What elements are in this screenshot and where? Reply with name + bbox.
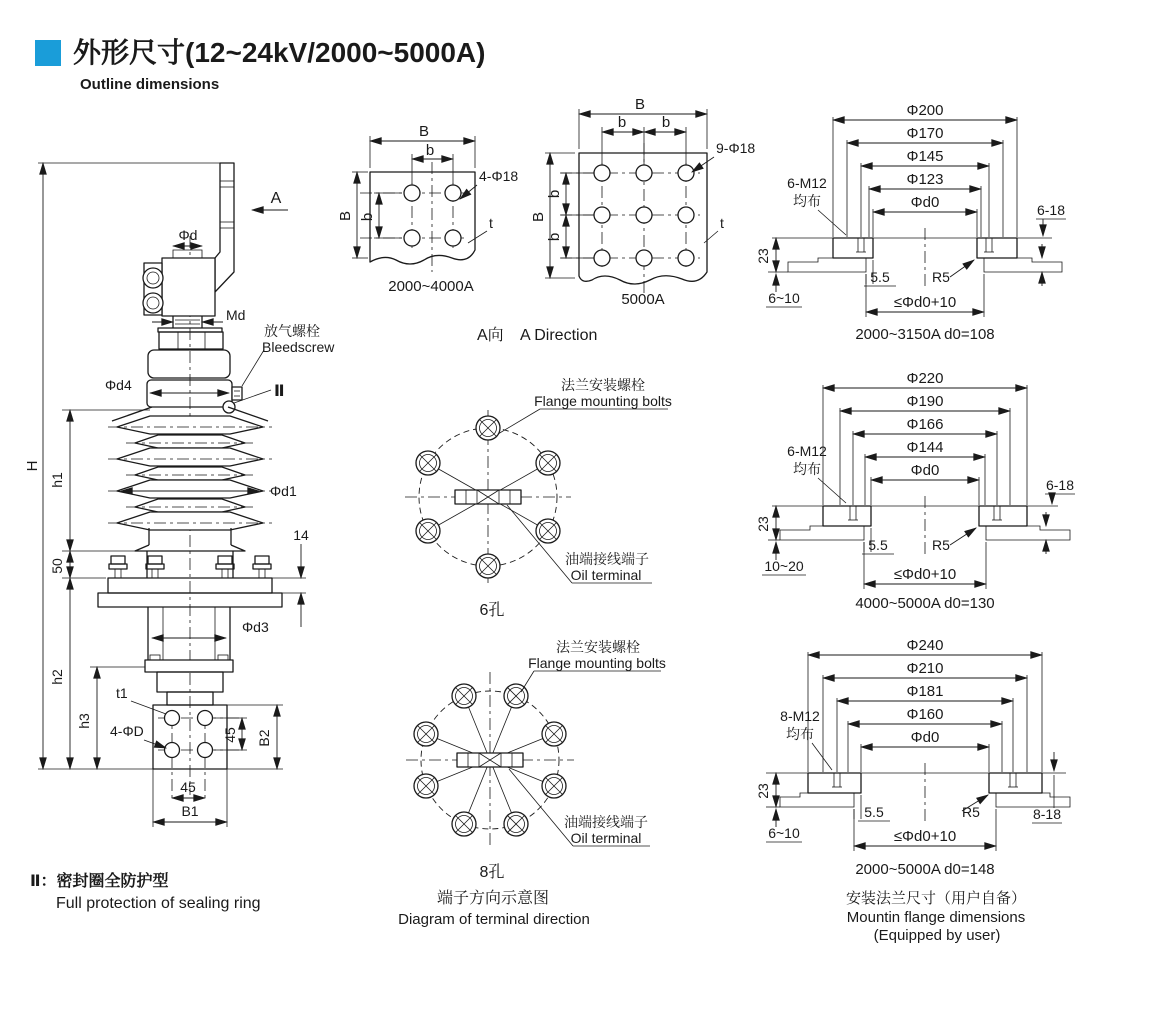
- bolt-spec-line1: 6-M12: [787, 175, 827, 191]
- flange-bolts-label-zh: 法兰安装螺栓: [561, 377, 645, 393]
- dim-t1: t1: [116, 685, 128, 701]
- view-arrow-label-A: A: [270, 190, 282, 207]
- head-collar: [147, 380, 232, 407]
- dim-phi220: Φ220: [906, 370, 944, 387]
- dim-phi-d3: Φd3: [242, 619, 269, 635]
- dim-B-top: B: [634, 96, 646, 113]
- flange-section-2000-5000A: [755, 637, 1070, 878]
- dim-B-left: B: [530, 211, 547, 223]
- dim-B1: B1: [181, 803, 199, 819]
- seal-note-zh: Ⅱ：密封圈全防护型: [30, 873, 169, 890]
- dim-B-left: B: [337, 210, 354, 222]
- dim-phi123: Φ123: [906, 171, 944, 188]
- caption-terminal-en: Diagram of terminal direction: [398, 911, 590, 928]
- dim-B2: B2: [256, 729, 272, 747]
- thickness-t: t: [720, 215, 724, 231]
- dim-b-left-inner-2: b: [546, 232, 563, 242]
- caption-mounting-flange-en2: (Equipped by user): [873, 927, 1001, 944]
- caption-mounting-flange-zh: 安装法兰尺寸（用户自备）: [845, 890, 1027, 907]
- bolt-spec-line1: 8-M12: [780, 708, 820, 724]
- terminal-direction-6-holes: [405, 377, 672, 619]
- dim-max-hole: ≤Φd0+10: [893, 828, 957, 845]
- dim-phi144: Φ144: [906, 439, 944, 456]
- oil-terminal-label-zh: 油端接线端子: [564, 814, 648, 830]
- oil-terminal-label-en: Oil terminal: [570, 830, 642, 846]
- bolt-spec-line1: 6-M12: [787, 443, 827, 459]
- dim-phi190: Φ190: [906, 393, 944, 410]
- caption-flange-2: 4000~5000A d0=130: [855, 595, 995, 612]
- head-cylinder: [148, 350, 230, 378]
- header: [35, 37, 485, 93]
- bolt-spec-line2: 均布: [786, 726, 814, 742]
- oil-terminal-bar: [455, 490, 521, 504]
- hole-spec: 8-18: [1032, 806, 1062, 822]
- dim-phi-d: Φd: [178, 227, 198, 243]
- seal-note-en: Full protection of sealing ring: [56, 895, 261, 912]
- dim-45-vertical: 45: [222, 727, 238, 743]
- dim-phi210: Φ210: [906, 660, 944, 677]
- dim-H: H: [24, 460, 41, 472]
- terminal-direction-8-holes: [406, 639, 666, 881]
- dim-R5: R5: [932, 537, 950, 553]
- dim-23: 23: [755, 783, 771, 799]
- dim-max-hole: ≤Φd0+10: [893, 566, 957, 583]
- dim-h3: h3: [76, 713, 92, 729]
- oil-end-flange: [145, 660, 233, 672]
- bolt-spec-line2: 均布: [793, 461, 821, 477]
- dim-5-5: 5.5: [864, 804, 884, 820]
- dim-5-5: 5.5: [870, 269, 890, 285]
- caption-8-holes: 8孔: [479, 864, 505, 881]
- bleedscrew-label-zh: 放气螺栓: [264, 323, 320, 339]
- bleed-screw: [232, 387, 242, 400]
- dim-23: 23: [755, 248, 771, 264]
- dim-max-hole: ≤Φd0+10: [893, 294, 957, 311]
- caption-mounting-flange-en1: Mountin flange dimensions: [846, 909, 1026, 926]
- dim-R5: R5: [962, 804, 980, 820]
- conductor-arm: [215, 163, 234, 292]
- dim-gap: 10~20: [764, 558, 804, 574]
- caption-2000-4000A: 2000~4000A: [388, 278, 474, 295]
- dim-b-inner-2: b: [661, 114, 671, 131]
- dim-phi181: Φ181: [906, 683, 944, 700]
- holes-4-phi18: 4-Φ18: [479, 168, 519, 184]
- hole-spec: 6-18: [1036, 202, 1066, 218]
- hole-spec: 6-18: [1045, 477, 1075, 493]
- caption-terminal-zh: 端子方向示意图: [436, 890, 550, 907]
- dim-phid0: Φd0: [910, 462, 940, 479]
- thickness-t: t: [489, 215, 493, 231]
- dim-b-left-inner-1: b: [546, 189, 563, 199]
- dim-B-top: B: [418, 123, 430, 140]
- dim-phi240: Φ240: [906, 637, 944, 654]
- dim-phid0: Φd0: [910, 729, 940, 746]
- caption-6-holes: 6孔: [479, 602, 505, 619]
- terminal-block: [162, 258, 215, 316]
- page-title: 外形尺寸(12~24kV/2000~5000A): [73, 37, 486, 68]
- insulator-sheds: [108, 407, 272, 530]
- dim-h1: h1: [49, 472, 65, 488]
- dim-phid0: Φd0: [910, 194, 940, 211]
- holes-9-phi18: 9-Φ18: [716, 140, 756, 156]
- oil-terminal-label-zh: 油端接线端子: [565, 551, 649, 567]
- dim-gap: 6~10: [768, 290, 800, 306]
- dim-phi200: Φ200: [906, 102, 944, 119]
- dim-phi-d1: Φd1: [270, 483, 297, 499]
- page-subtitle: Outline dimensions: [80, 76, 220, 93]
- caption-a-direction-zh: A向: [477, 327, 504, 344]
- dim-23: 23: [755, 516, 771, 532]
- seal-mark-label: Ⅱ: [274, 383, 285, 400]
- caption-a-direction-en: A Direction: [520, 327, 598, 344]
- bleedscrew-label-en: Bleedscrew: [262, 339, 335, 355]
- oil-terminal-label-en: Oil terminal: [570, 567, 642, 583]
- dim-phi166: Φ166: [906, 416, 944, 433]
- holes-4-phiD: 4-ΦD: [110, 723, 144, 739]
- dim-b-inner-1: b: [617, 114, 627, 131]
- dim-45-horizontal: 45: [180, 779, 196, 795]
- caption-flange-3: 2000~5000A d0=148: [855, 861, 995, 878]
- flange-bolts-label-en: Flange mounting bolts: [534, 393, 672, 409]
- a-direction-plate-5000A: [530, 96, 755, 308]
- dim-phi145: Φ145: [906, 148, 944, 165]
- dim-50: 50: [49, 558, 65, 574]
- caption-flange-1: 2000~3150A d0=108: [855, 326, 995, 343]
- dim-R5: R5: [932, 269, 950, 285]
- section-bullet-square: [35, 40, 61, 66]
- caption-5000A: 5000A: [621, 291, 665, 308]
- dim-phi160: Φ160: [906, 706, 944, 723]
- flange-section-4000-5000A: [755, 370, 1075, 612]
- dim-phi-d4: Φd4: [105, 377, 132, 393]
- dim-phi170: Φ170: [906, 125, 944, 142]
- dim-b-inner: b: [425, 142, 435, 159]
- flange-section-2000-3150A: [755, 102, 1066, 343]
- dim-b-left-inner: b: [359, 212, 376, 222]
- dim-gap: 6~10: [768, 825, 800, 841]
- dim-14: 14: [293, 527, 309, 543]
- oil-terminal-bar: [457, 753, 523, 767]
- bolt-spec-line2: 均布: [793, 193, 821, 209]
- bushing-side-view: [24, 163, 335, 912]
- dim-h2: h2: [49, 669, 65, 685]
- dim-Md: Md: [226, 307, 246, 323]
- flange-bolts-label-zh: 法兰安装螺栓: [556, 639, 640, 655]
- flange-bolts-label-en: Flange mounting bolts: [528, 655, 666, 671]
- dim-5-5: 5.5: [868, 537, 888, 553]
- a-direction-plate-2000-4000A: [337, 123, 518, 295]
